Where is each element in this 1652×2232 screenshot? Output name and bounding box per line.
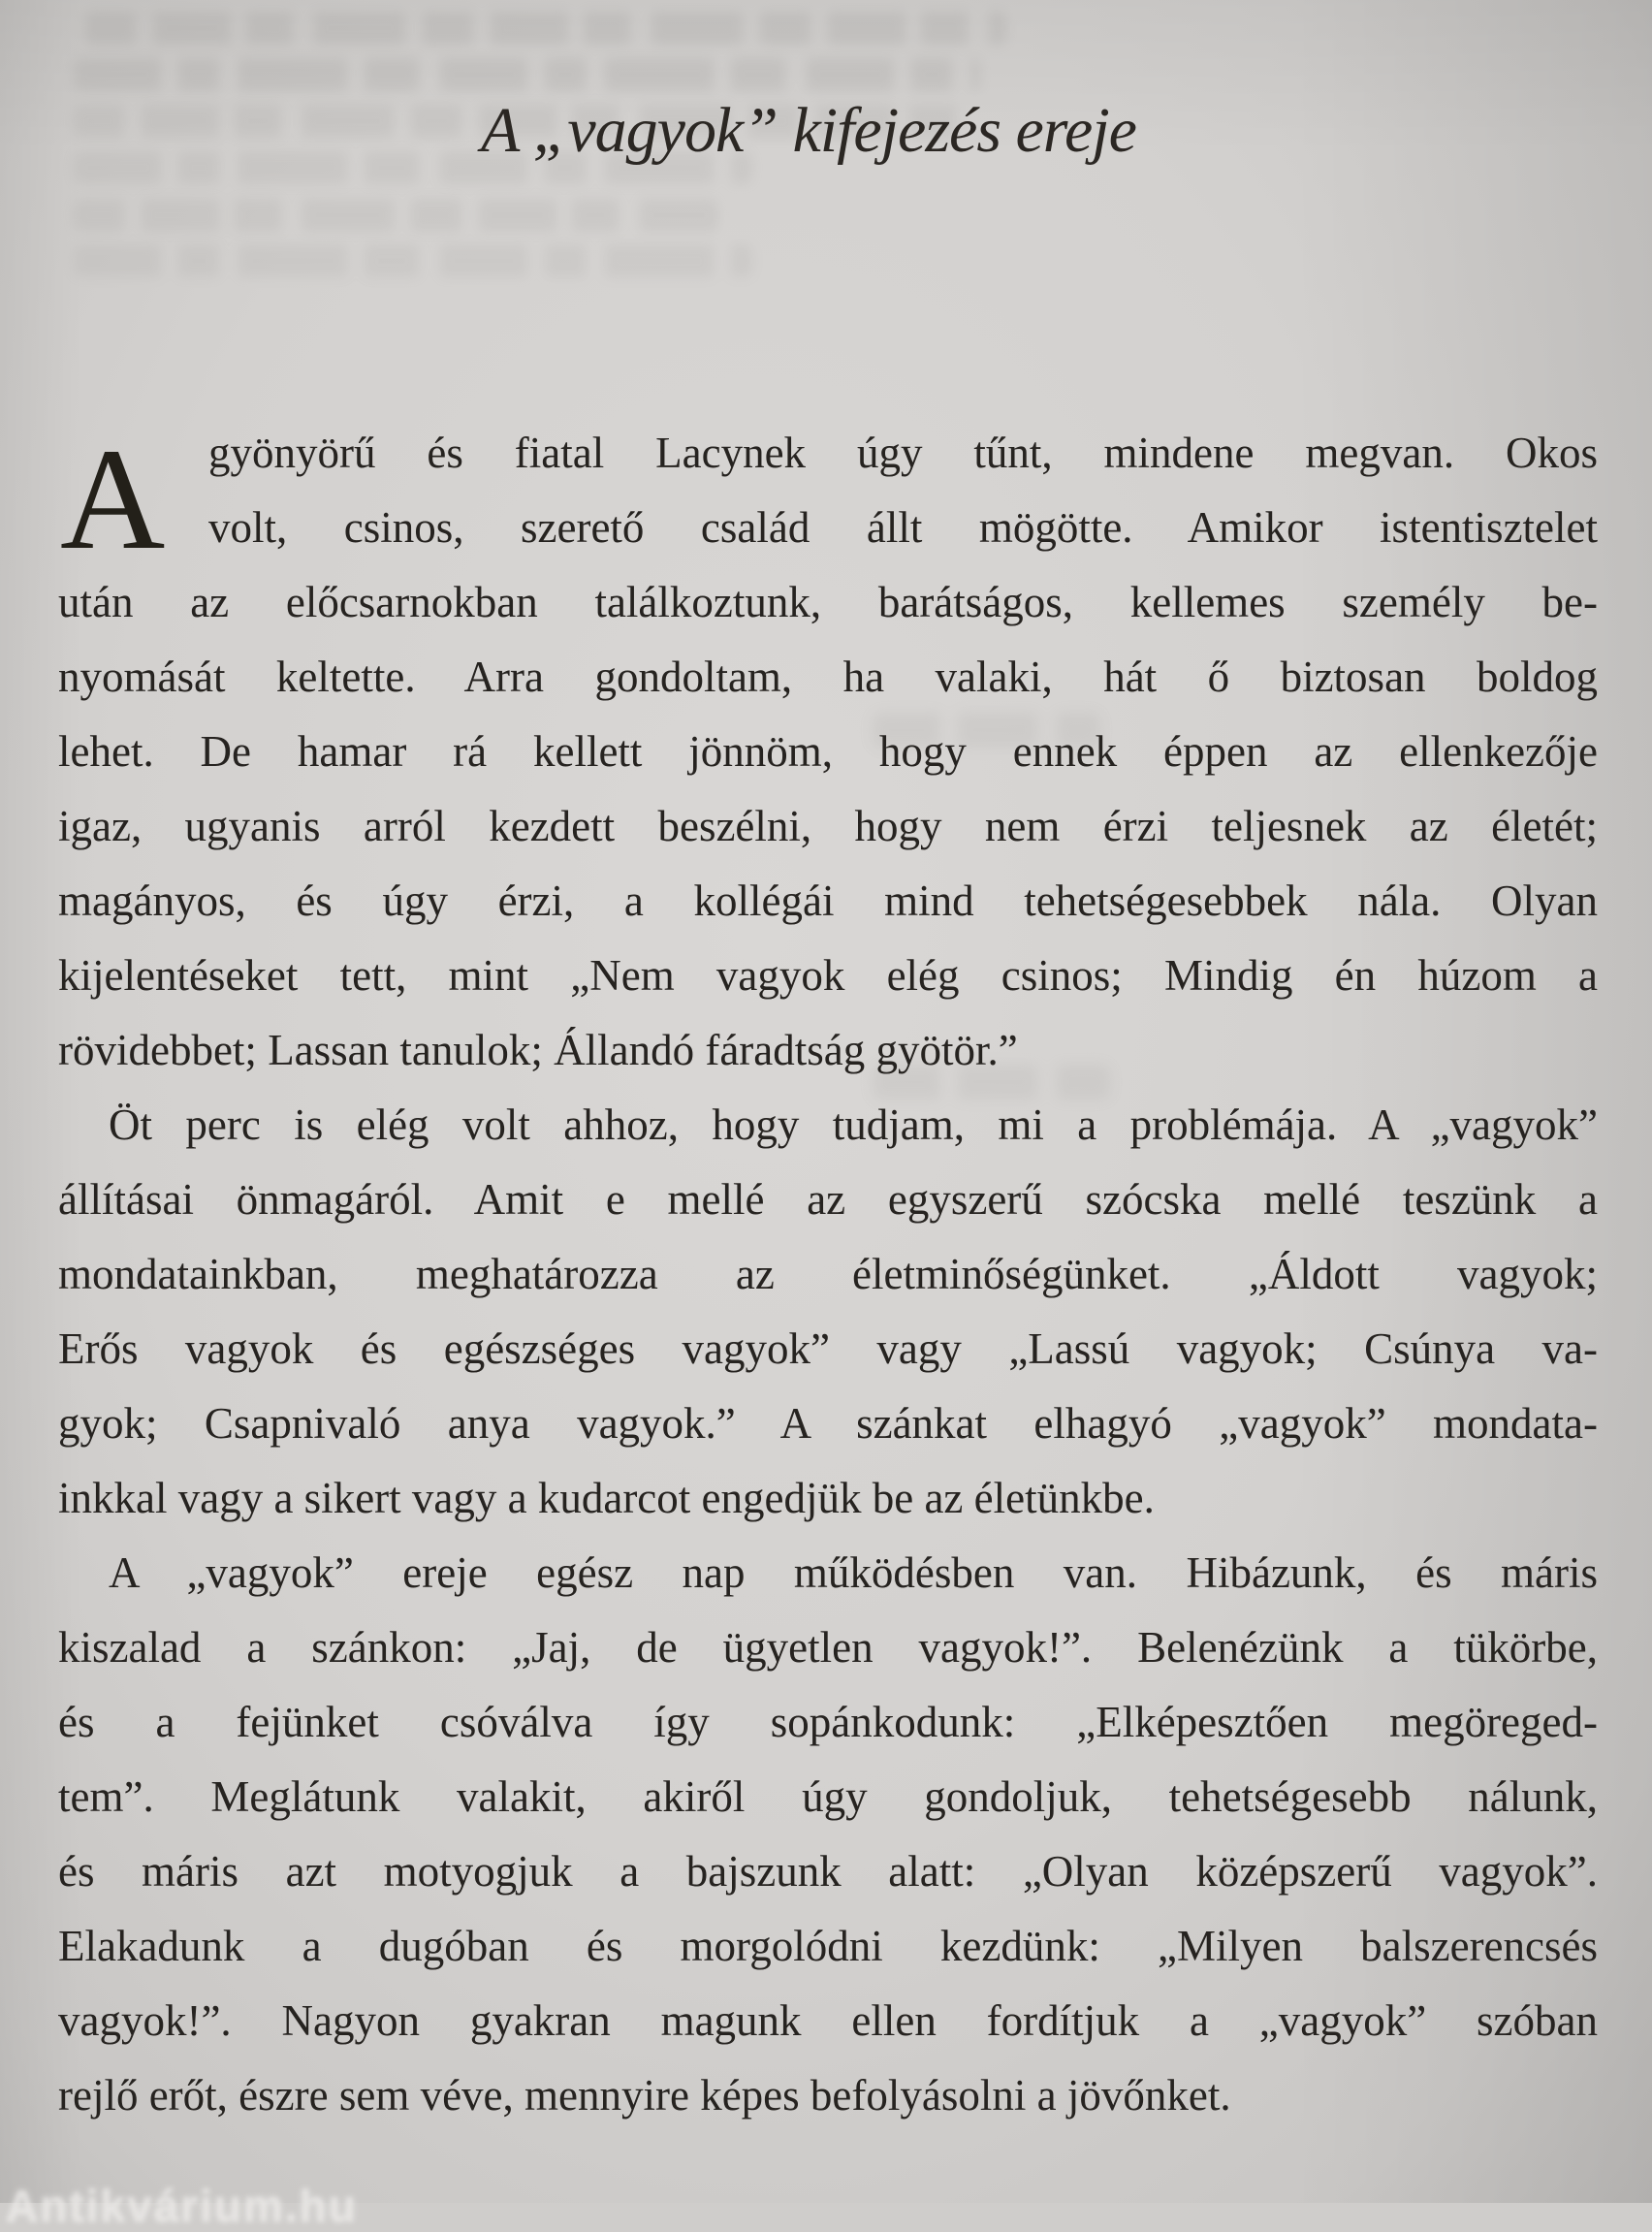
text-line: után az előcsarnokban találkoztunk, barátságos, kellemes személy be- xyxy=(58,578,1598,626)
text-line: állításai önmagáról. Amit e mellé az egyszerű szócska mellé teszünk a xyxy=(58,1175,1598,1224)
text-line: volt, csinos, szerető család állt mögötte. Amikor istentisztelet xyxy=(208,503,1598,552)
text-line: Erős vagyok és egészséges vagyok” vagy „Lassú vagyok; Csúnya va- xyxy=(58,1324,1598,1373)
text-line: gyok; Csapnivaló anya vagyok.” A szánkat elhagyó „vagyok” mondata- xyxy=(58,1399,1598,1448)
text-line: és máris azt motyogjuk a bajszunk alatt: „Olyan középszerű vagyok”. xyxy=(58,1847,1598,1896)
text-line: gyönyörű és fiatal Lacynek úgy tűnt, mindene megvan. Okos xyxy=(208,429,1598,477)
text-line: A „vagyok” ereje egész nap működésben van. Hibázunk, és máris xyxy=(109,1548,1598,1597)
text-line: mondatainkban, meghatározza az életminőségünket. „Áldott vagyok; xyxy=(58,1250,1598,1298)
text-line: Elakadunk a dugóban és morgolódni kezdünk: „Milyen balszerencsés xyxy=(58,1922,1598,1970)
text-line: lehet. De hamar rá kellett jönnöm, hogy ennek éppen az ellenkezője xyxy=(58,727,1598,776)
text-line: kijelentéseket tett, mint „Nem vagyok elég csinos; Mindig én húzom a xyxy=(58,951,1598,1000)
text-line: nyomását keltette. Arra gondoltam, ha valaki, hát ő biztosan boldog xyxy=(58,653,1598,701)
ghost-line xyxy=(74,58,980,91)
text-line: vagyok!”. Nagyon gyakran magunk ellen fordítjuk a „vagyok” szóban xyxy=(58,1996,1598,2045)
ghost-line xyxy=(74,244,752,277)
watermark: Antikvárium.hu xyxy=(6,2181,358,2231)
paragraph xyxy=(58,416,1598,1088)
text-line: inkkal vagy a sikert vagy a kudarcot engedjük be az életünkbe. xyxy=(58,1474,1155,1522)
paragraph xyxy=(58,1536,1598,2133)
text-line: igaz, ugyanis arról kezdett beszélni, hogy nem érzi teljesnek az életét; xyxy=(58,802,1598,850)
drop-cap: A xyxy=(60,419,166,580)
text-line: rejlő erőt, észre sem véve, mennyire képes befolyásolni a jövőnket. xyxy=(58,2071,1231,2120)
text-line: kiszalad a szánkon: „Jaj, de ügyetlen vagyok!”. Belenézünk a tükörbe, xyxy=(58,1623,1598,1672)
text-line: Öt perc is elég volt ahhoz, hogy tudjam, mi a problémája. A „vagyok” xyxy=(109,1100,1598,1149)
text-line: tem”. Meglátunk valakit, akiről úgy gondoljuk, tehetségesebb nálunk, xyxy=(58,1772,1598,1821)
text-line: rövidebbet; Lassan tanulok; Állandó fáradtság gyötör.” xyxy=(58,1026,1018,1074)
text-line: magányos, és úgy érzi, a kollégái mind tehetségesebbek nála. Olyan xyxy=(58,877,1598,925)
chapter-title: A „vagyok” kifejezés ereje xyxy=(481,95,1136,166)
ghost-line xyxy=(85,12,1006,45)
paragraph xyxy=(58,1088,1598,1536)
ghost-line xyxy=(74,199,718,232)
text-line: és a fejünket csóválva így sopánkodunk: „Elképesztően megöreged- xyxy=(58,1698,1598,1746)
body-text xyxy=(58,416,1598,2133)
